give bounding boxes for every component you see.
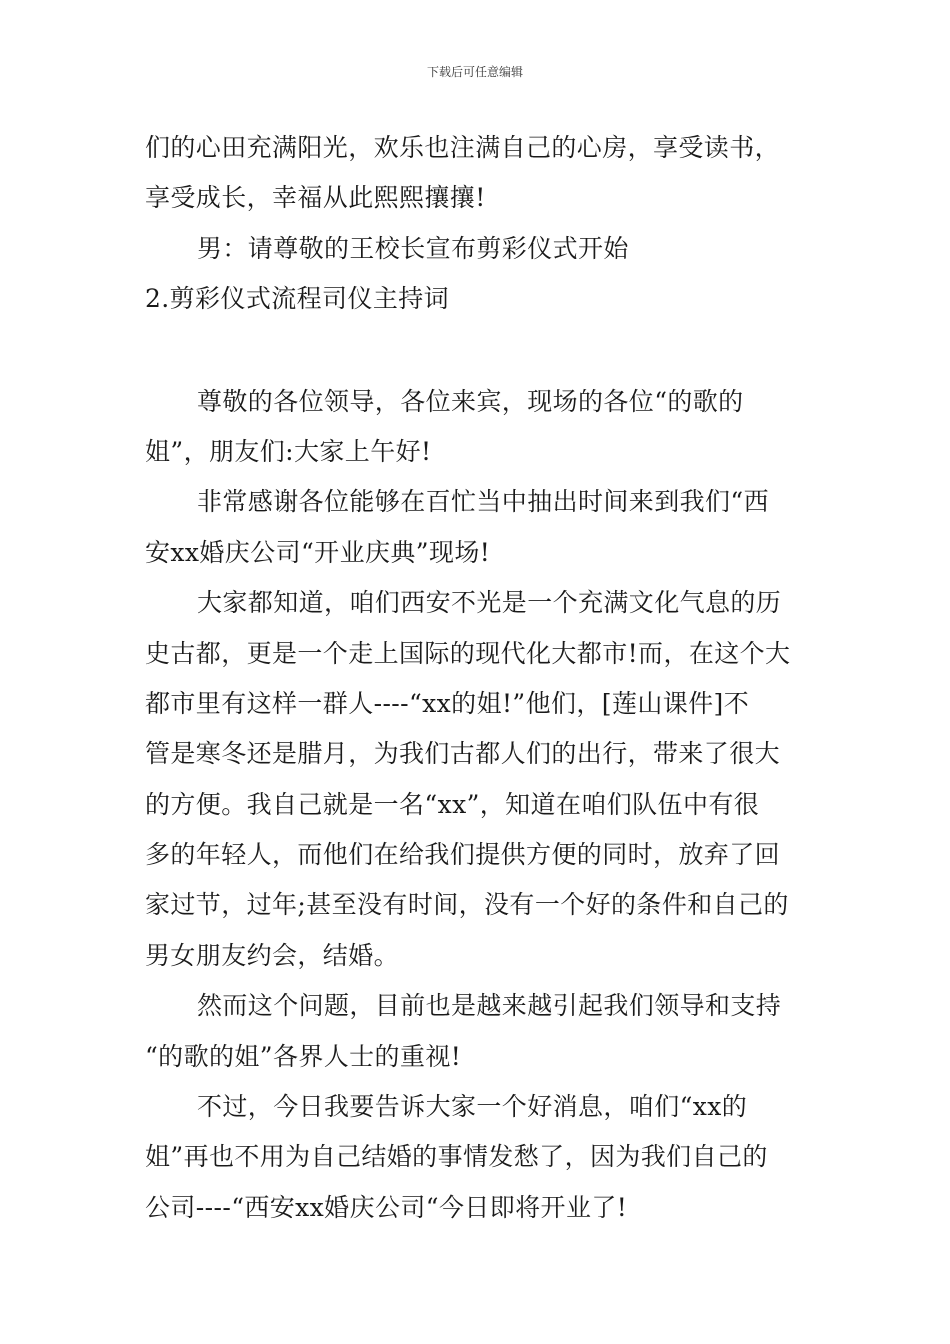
- text-line: 史古都，更是一个走上国际的现代化大都市!而，在这个大: [145, 638, 791, 668]
- text-line: 安xx婚庆公司“开业庆典”现场!: [145, 537, 491, 567]
- blank-space: [145, 325, 810, 377]
- section-heading: 2.剪彩仪式流程司仪主持词: [145, 284, 450, 314]
- text-line: 然而这个问题，目前也是越来越引起我们领导和支持: [197, 991, 782, 1021]
- text-line: 不过，今日我要告诉大家一个好消息，咱们“xx的: [197, 1092, 748, 1122]
- text-line: 都市里有这样一群人----“xx的姐!”他们，[莲山课件]不: [145, 688, 750, 718]
- text-line: 男女朋友约会，结婚。: [145, 940, 400, 970]
- text-line: 家过节，过年;甚至没有时间，没有一个好的条件和自己的: [145, 890, 789, 920]
- text-line: 的方便。我自己就是一名“xx”，知道在咱们队伍中有很: [145, 789, 760, 819]
- text-line: 非常感谢各位能够在百忙当中抽出时间来到我们“西: [197, 487, 769, 517]
- text-line: 们的心田充满阳光，欢乐也注满自己的心房，享受读书，: [145, 133, 781, 162]
- text-line: 管是寒冬还是腊月，为我们古都人们的出行，带来了很大: [145, 739, 781, 769]
- text-line: 大家都知道，咱们西安不光是一个充满文化气息的历: [197, 588, 782, 618]
- text-line: 姐”再也不用为自己结婚的事情发愁了，因为我们自己的: [145, 1142, 768, 1172]
- text-line: 尊敬的各位领导，各位来宾，现场的各位“的歌的: [197, 386, 744, 416]
- text-line: 享受成长，幸福从此熙熙攘攘!: [145, 183, 486, 213]
- document-body: [145, 123, 810, 1233]
- text-line: 男：请尊敬的王校长宣布剪彩仪式开始: [197, 233, 629, 263]
- text-line: 公司----“西安xx婚庆公司“今日即将开业了!: [145, 1192, 628, 1222]
- page-header: 下载后可任意编辑: [426, 65, 523, 79]
- text-line: 多的年轻人，而他们在给我们提供方便的同时，放弃了回: [145, 840, 781, 870]
- text-line: “的歌的姐”各界人士的重视!: [145, 1041, 462, 1071]
- text-line: 姐”，朋友们:大家上午好!: [145, 436, 432, 466]
